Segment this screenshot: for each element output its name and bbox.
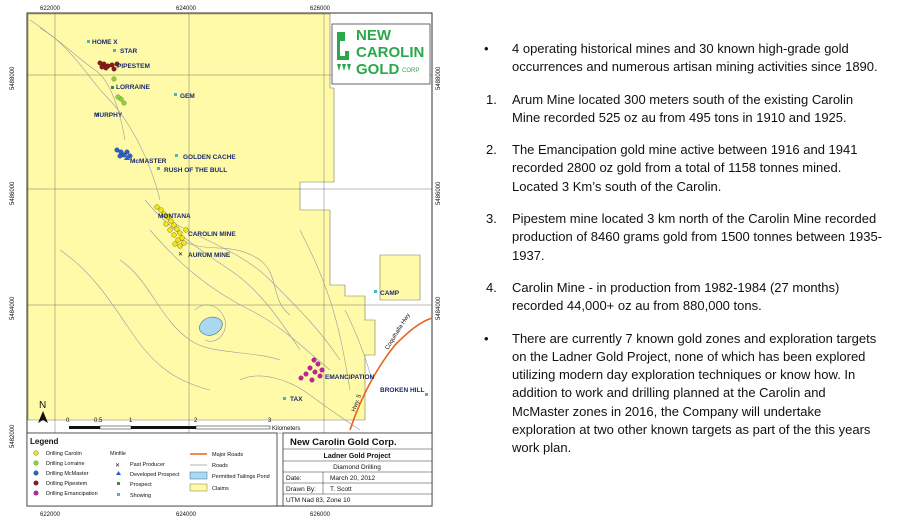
legend-drilling-lorraine: Drilling Lorraine [46,461,85,467]
legend-major-roads: Major Roads [212,452,244,458]
right-tick-2: 5486000 [436,181,442,205]
north-label: N [39,400,47,411]
bullet-text: 4 operating historical mines and 30 known high-grade gold occurrences and numerous artisan mining activities since 1890. [512,41,878,75]
item-number: 4. [486,279,497,295]
legend-prospect: Prospect [130,482,152,488]
svg-text:✕: ✕ [178,252,184,258]
scale-tick-3: 3 [268,418,272,424]
right-tick-3: 5484000 [436,296,442,320]
legend [27,433,277,506]
label-emancipation: EMANCIPATION [325,374,375,381]
legend-tailings-pond: Permitted Tailings Pond [212,474,270,480]
item-carolin-mine [484,279,884,316]
item-number: 1. [486,91,497,107]
item-text: The Emancipation gold mine active between 1916 and 1941 recorded 2800 oz gold from a total of 1158 tonnes mined. Located 3 Km’s south of the Carolin. [512,142,858,194]
item-text: Pipestem mine located 3 km north of the Carolin Mine recorded production of 8460 grams gold from 1500 tonnes between 1935-1937. [512,211,883,263]
label-carolin-mine: CAROLIN MINE [188,231,236,238]
legend-title: Legend [30,437,59,446]
coquihalla-label: Coquihalla Hwy [384,312,412,352]
legend-showing: Showing [130,493,152,499]
bottom-tick-2: 624000 [176,512,197,518]
label-aurum-mine: AURUM MINE [188,252,231,259]
bottom-tick-1: 622000 [40,512,61,518]
bullet-marker: • [484,41,489,56]
left-tick-1: 5488000 [10,66,16,90]
scale-tick-2: 2 [194,418,198,424]
label-star: STAR [120,48,138,55]
logo-carolin: CAROLIN [356,44,425,61]
item-arum-mine [484,91,884,128]
title-project: Ladner Gold Project [323,453,391,460]
label-tax: TAX [290,396,303,403]
top-tick-1: 622000 [40,6,61,12]
title-block [283,433,432,506]
item-pipestem-mine [484,210,884,265]
logo-new: NEW [356,27,391,44]
item-text: Arum Mine located 300 meters south of the existing Carolin Mine recorded 525 oz au from 495 tons in 1910 and 1925. [512,91,854,125]
company-logo [332,24,430,84]
left-tick-4: 5482000 [10,424,16,448]
label-pipestem: PIPESTEM [117,63,150,70]
hwy5-label: Hwy. 5 [351,393,364,413]
logo-gold: GOLD [356,61,400,78]
claim-map [0,0,440,527]
bullet-operating-mines [484,40,884,77]
label-broken-hill: BROKEN HILL [380,387,425,394]
label-lorraine: LORRAINE [116,84,150,91]
title-subtitle: Diamond Drilling [333,464,381,471]
svg-text:✕: ✕ [115,463,121,469]
text-panel [484,40,884,472]
item-text: Carolin Mine - in production from 1982-1984 (27 months) recorded 44,000+ oz au from 880,000 tons. [512,279,840,314]
top-tick-2: 624000 [176,6,197,12]
left-tick-2: 5486000 [10,181,16,205]
label-montana: MONTANA [158,213,191,220]
right-tick-1: 5488000 [436,66,442,90]
legend-roads: Roads [212,463,228,469]
legend-drilling-pipestem: Drilling Pipestem [46,481,88,487]
item-number: 3. [486,211,497,227]
scale-tick-0: 0 [66,418,70,424]
map-panel [0,0,440,527]
scale-tick-1: 1 [129,418,133,424]
drawn-by-value: T. Scott [330,486,352,493]
label-home-x: HOME X [92,39,118,46]
legend-past-producer: Past Producer [130,462,165,468]
logo-corp: CORP [402,68,420,74]
date-label: Date: [286,475,302,482]
label-camp: CAMP [380,290,400,297]
legend-minfile-title: Minfile [110,451,126,457]
legend-drilling-mcmaster: Drilling McMaster [46,471,89,477]
label-golden-cache: GOLDEN CACHE [183,154,236,161]
bullet-text: There are currently 7 known gold zones and exploration targets on the Ladner Gold Project, none of which has been explored utilizing modern day exploration techniques or know how. In addition to work and drilling planned at the Carolin and McMaster zones in 2016, the Company will undertake exploration at two other known targets as part of the this years work plan. [512,330,877,456]
title-company: New Carolin Gold Corp. [290,437,397,448]
left-tick-3: 5484000 [10,296,16,320]
top-tick-3: 626000 [310,6,331,12]
item-emancipation-mine [484,141,884,196]
bullet-marker: • [484,330,489,346]
bullet-gold-zones [484,330,884,458]
date-value: March 20, 2012 [330,475,376,482]
legend-drilling-carolin: Drilling Carolin [46,451,82,457]
projection: UTM Nad 83, Zone 10 [286,497,351,504]
legend-drilling-emancipation: Drilling Emancipation [46,491,98,497]
legend-developed-prospect: Developed Prospect [130,472,180,478]
label-gem: GEM [180,93,195,100]
drawn-by-label: Drawn By: [286,486,316,493]
label-rush-of-the-bull: RUSH OF THE BULL [164,167,228,174]
scale-unit: Kilometers [272,426,301,432]
scale-tick-05: 0.5 [94,418,103,424]
legend-claims: Claims [212,486,229,492]
item-number: 2. [486,142,497,158]
label-mcmaster: McMASTER [130,158,167,165]
label-murphy: MURPHY [94,112,123,119]
bottom-tick-3: 626000 [310,512,331,518]
